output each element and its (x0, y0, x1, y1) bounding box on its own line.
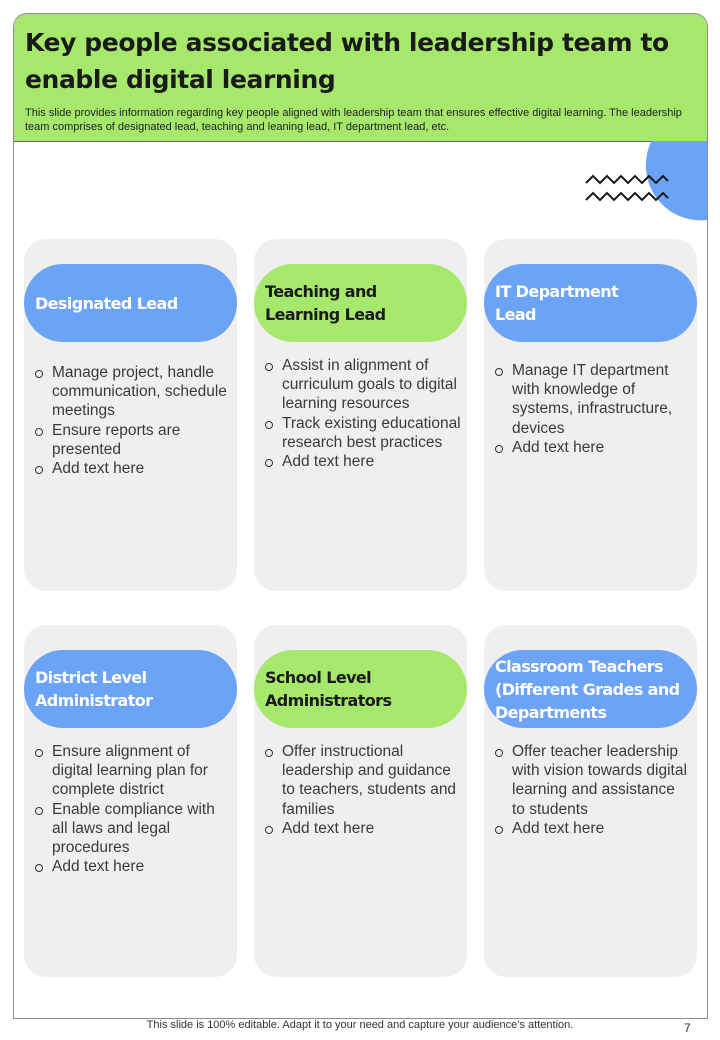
list-item: Enable compliance with all laws and legal procedures (34, 800, 232, 858)
role-header (254, 264, 467, 342)
list-item: Ensure reports are presented (34, 421, 232, 459)
page-number: 7 (684, 1021, 691, 1035)
responsibility-list (264, 356, 462, 471)
list-item: Add text here (264, 819, 462, 838)
list-item: Add text here (34, 857, 232, 876)
role-title: District Level Administrator (35, 668, 153, 710)
responsibility-list (34, 363, 232, 478)
role-card-classroom-teachers (484, 625, 697, 977)
role-card-it-department-lead (484, 239, 697, 591)
header-banner (14, 14, 707, 142)
role-header (484, 650, 697, 728)
responsibility-list (34, 742, 232, 876)
responsibility-list (494, 742, 692, 838)
list-item: Offer teacher leadership with vision towards digital learning and assistance to students (494, 742, 692, 819)
decoration-graphic (584, 141, 707, 221)
list-item: Ensure alignment of digital learning plan for complete district (34, 742, 232, 800)
role-title: School Level Administrators (265, 668, 392, 710)
list-item: Track existing educational research best practices (264, 414, 462, 452)
list-item: Add text here (494, 819, 692, 838)
footer-note: This slide is 100% editable. Adapt it to your need and capture your audience’s attention. (146, 1019, 574, 1031)
list-item: Add text here (34, 459, 232, 478)
role-title: IT Department Lead (495, 282, 619, 324)
role-title: Designated Lead (35, 293, 178, 313)
role-title: Classroom Teachers (Different Grades and Departments (495, 656, 680, 722)
list-item: Assist in alignment of curriculum goals to digital learning resources (264, 356, 462, 414)
list-item: Add text here (264, 452, 462, 471)
list-item: Offer instructional leadership and guidance to teachers, students and families (264, 742, 462, 819)
page-title: Key people associated with leadership team to enable digital learning (25, 28, 669, 94)
list-item: Manage IT department with knowledge of systems, infrastructure, devices (494, 361, 692, 438)
responsibility-list (264, 742, 462, 838)
role-card-designated-lead (24, 239, 237, 591)
role-header (254, 650, 467, 728)
slide-frame (13, 13, 708, 1019)
role-header (24, 650, 237, 728)
responsibility-list (494, 361, 692, 457)
role-card-school-level-administrators (254, 625, 467, 977)
list-item: Manage project, handle communication, schedule meetings (34, 363, 232, 421)
page-subtitle: This slide provides information regarding key people aligned with leadership team that ensures effective digital learning. The leadership team comprises of designated lead, teaching and leaning lead, IT department lead, etc. (25, 107, 682, 133)
role-title: Teaching and Learning Lead (265, 282, 386, 324)
role-card-teaching-learning-lead (254, 239, 467, 591)
role-header (484, 264, 697, 342)
role-header (24, 264, 237, 342)
list-item: Add text here (494, 438, 692, 457)
role-card-district-level-administrator (24, 625, 237, 977)
